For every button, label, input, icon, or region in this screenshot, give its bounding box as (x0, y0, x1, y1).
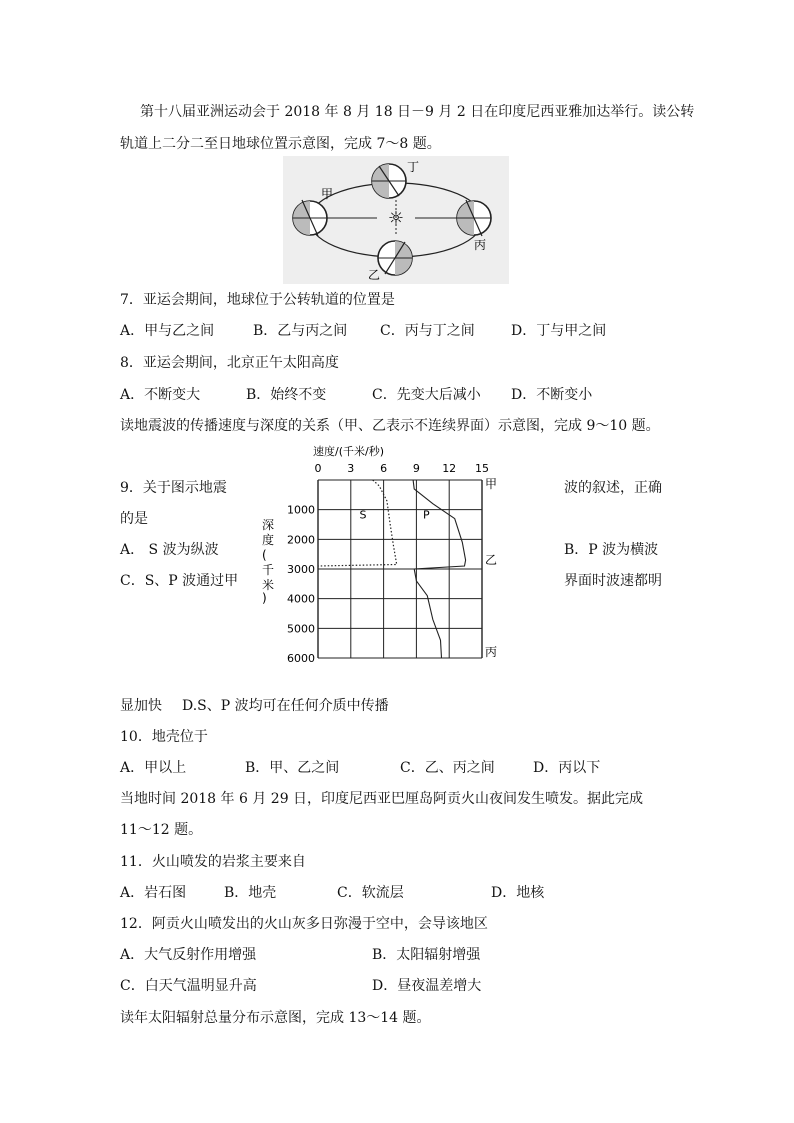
question-11-option-a[interactable]: A．岩石图 (120, 885, 187, 901)
intro-volcano-line-2: 11～12 题。 (120, 822, 203, 838)
y-tick-label: 3000 (287, 563, 315, 576)
earth-jia (293, 200, 327, 236)
orbit-label-bing: 丙 (474, 238, 487, 252)
orbit-label-yi: 乙 (368, 268, 381, 282)
orbit-label-jia: 甲 (321, 187, 334, 201)
question-9-stem-left: 9．关于图示地震 (120, 480, 227, 496)
question-9-option-d[interactable]: D.S、P 波均可在任何介质中传播 (182, 698, 389, 714)
earth-ding (372, 164, 406, 198)
question-8-option-a[interactable]: A．不断变大 (120, 387, 201, 403)
question-11-option-b[interactable]: B．地壳 (224, 885, 277, 901)
question-12-option-c[interactable]: C．白天气温明显升高 (120, 978, 257, 994)
series-line-s (318, 480, 397, 566)
earth-bing (457, 200, 491, 236)
question-7-option-d[interactable]: D．丁与甲之间 (511, 323, 607, 339)
x-tick-label: 9 (412, 462, 420, 475)
question-9-stem-right: 波的叙述，正确 (564, 480, 662, 496)
question-10-option-b[interactable]: B．甲、乙之间 (245, 760, 340, 776)
question-8-option-c[interactable]: C．先变大后减小 (372, 387, 481, 403)
question-7-stem: 7．亚运会期间，地球位于公转轨道的位置是 (120, 292, 395, 308)
question-11-option-c[interactable]: C．软流层 (337, 885, 404, 901)
intro-volcano-line-1: 当地时间 2018 年 6 月 29 日，印度尼西亚巴厘岛阿贡火山夜间发生喷发。据此完成 (120, 791, 644, 807)
question-7-option-c[interactable]: C．丙与丁之间 (380, 323, 475, 339)
question-8-stem: 8．亚运会期间，北京正午太阳高度 (120, 355, 339, 371)
chart-ylabel-2: 度 (262, 533, 275, 547)
question-9-option-c-cont: 界面时波速都明 (564, 573, 662, 589)
question-10-option-d[interactable]: D．丙以下 (533, 760, 601, 776)
interface-label: 丙 (485, 645, 498, 659)
x-tick-label: 12 (442, 462, 457, 475)
series-label-p: P (422, 508, 430, 522)
y-tick-label: 2000 (287, 533, 315, 547)
x-tick-label: 15 (475, 462, 489, 475)
intro-radiation-text: 读年太阳辐射总量分布示意图，完成 13～14 题。 (120, 1010, 431, 1026)
chart-ylabel-4: 千 (262, 563, 275, 577)
chart-xlabel: 速度/(千米/秒) (313, 445, 384, 458)
question-10-option-a[interactable]: A．甲以上 (120, 760, 187, 776)
question-12-option-a[interactable]: A．大气反射作用增强 (120, 947, 257, 963)
question-9-option-b[interactable]: B．P 波为横波 (564, 542, 659, 558)
y-tick-label: 5000 (287, 622, 315, 636)
question-8-option-b[interactable]: B．始终不变 (246, 387, 327, 403)
question-10-option-c[interactable]: C．乙、丙之间 (400, 760, 495, 776)
question-12-option-d[interactable]: D．昼夜温差增大 (372, 978, 482, 994)
question-7-option-a[interactable]: A．甲与乙之间 (120, 323, 215, 339)
interface-label: 乙 (485, 553, 498, 568)
interface-label: 甲 (485, 477, 498, 491)
question-9-option-a[interactable]: A． S 波为纵波 (120, 542, 219, 558)
intro-text-line-1: 第十八届亚洲运动会于 2018 年 8 月 18 日－9 月 2 日在印度尼西亚雅加达举行。读公转 (140, 104, 695, 120)
x-tick-label: 3 (347, 462, 355, 475)
question-9-option-c-end: 显加快 (120, 698, 162, 714)
question-12-stem: 12．阿贡火山喷发出的火山灰多日弥漫于空中，会导该地区 (120, 916, 488, 932)
sun-icon: ☼ (387, 208, 405, 229)
intro-text-line-2: 轨道上二分二至日地球位置示意图，完成 7～8 题。 (120, 136, 441, 152)
question-12-option-b[interactable]: B．太阳辐射增强 (372, 947, 481, 963)
chart-ylabel-5: 米 (262, 578, 275, 592)
y-tick-label: 4000 (287, 592, 315, 606)
question-11-stem: 11．火山喷发的岩浆主要来自 (120, 854, 306, 870)
question-10-stem: 10．地壳位于 (120, 729, 208, 745)
question-7-option-b[interactable]: B．乙与丙之间 (253, 323, 348, 339)
y-tick-label: 1000 (287, 503, 315, 517)
seismic-chart (256, 444, 506, 666)
chart-ylabel-6: ) (262, 591, 267, 605)
y-tick-label: 6000 (287, 652, 315, 665)
chart-ylabel-1: 深 (262, 518, 275, 532)
question-8-option-d[interactable]: D．不断变小 (511, 387, 593, 403)
question-11-option-d[interactable]: D．地核 (491, 885, 545, 901)
x-tick-label: 0 (314, 462, 322, 475)
orbit-diagram (283, 156, 509, 284)
earth-yi (378, 241, 412, 275)
series-label-s: S (359, 508, 367, 522)
question-9-option-c[interactable]: C．S、P 波通过甲 (120, 573, 239, 589)
intro-seismic-text: 读地震波的传播速度与深度的关系（甲、乙表示不连续界面）示意图，完成 9～10 题。 (120, 418, 660, 434)
chart-ylabel-3: ( (262, 548, 267, 562)
orbit-label-ding: 丁 (407, 160, 420, 174)
x-tick-label: 6 (380, 462, 388, 475)
question-9-stem-end: 的是 (120, 511, 148, 527)
